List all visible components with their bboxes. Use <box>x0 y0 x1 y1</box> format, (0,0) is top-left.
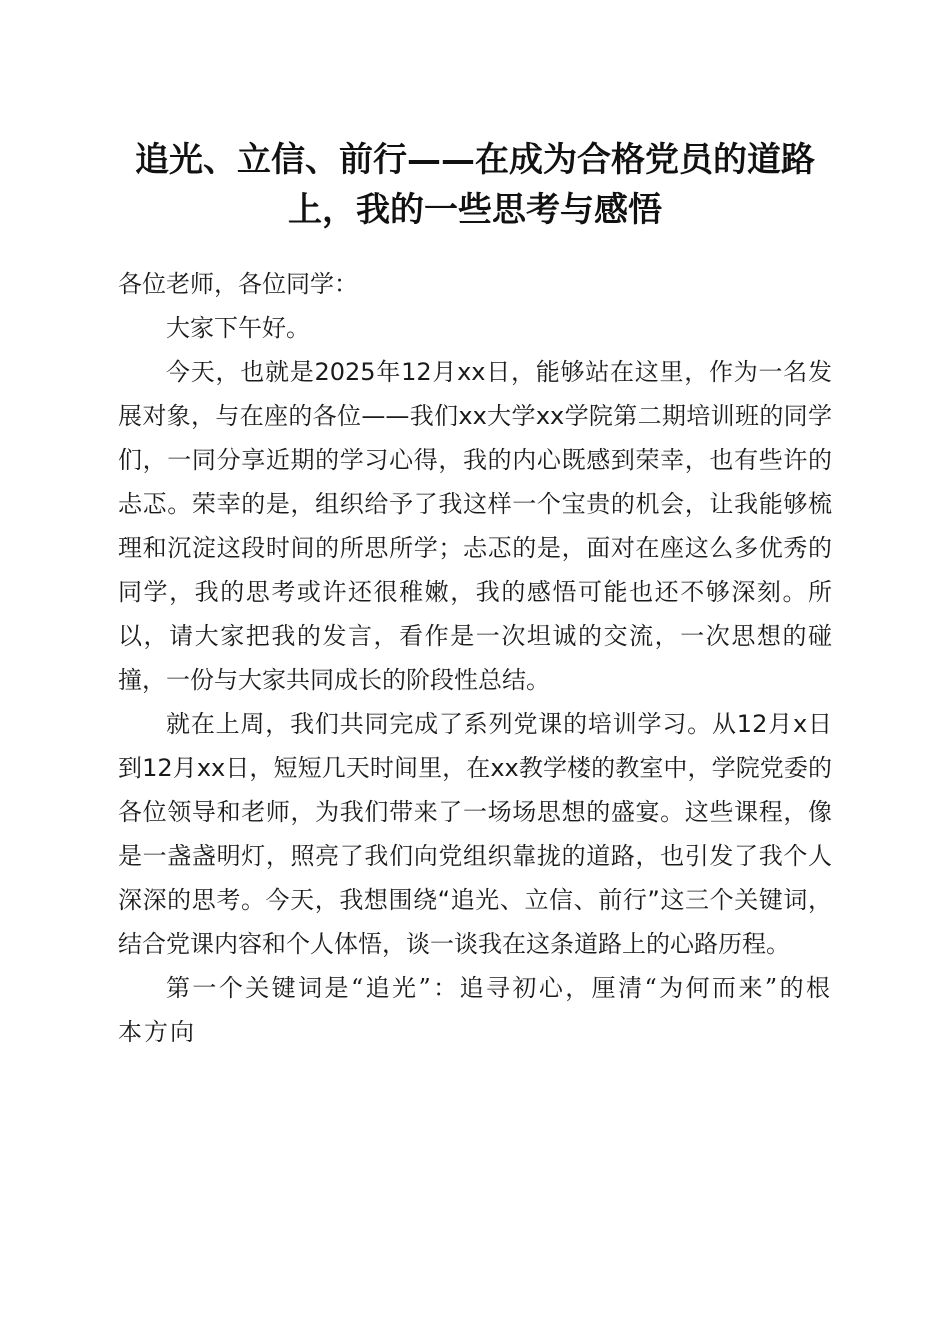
salutation: 各位老师，各位同学： <box>118 270 358 298</box>
paragraph: 今天，也就是2025年12月xx日，能够站在这里，作为一名发展对象，与在座的各位——我们xx大学xx学院第二期培训班的同学们，一同分享近期的学习心得，我的内心既感到荣幸，也有些许的忐忑。荣幸的是，组织给予了我这样一个宝贵的机会，让我能够梳理和沉淀这段时间的所思所学；忐忑的是，面对在座这么多优秀的同学，我的思考或许还很稚嫩，我的感悟可能也还不够深刻。所以，请大家把我的发言，看作是一次坦诚的交流，一次思想的碰撞，一份与大家共同成长的阶段性总结。 <box>118 358 832 694</box>
greeting: 大家下午好。 <box>166 314 310 342</box>
document-body <box>118 262 832 1054</box>
section-heading: 第一个关键词是“追光”：追寻初心，厘清“为何而来”的根本方向 <box>118 974 832 1046</box>
document-title: 追光、立信、前行——在成为合格党员的道路上，我的一些思考与感悟 <box>135 140 815 230</box>
paragraph: 就在上周，我们共同完成了系列党课的培训学习。从12月x日到12月xx日，短短几天时间里，在xx教学楼的教室中，学院党委的各位领导和老师，为我们带来了一场场思想的盛宴。这些课程，像是一盏盏明灯，照亮了我们向党组织靠拢的道路，也引发了我个人深深的思考。今天，我想围绕“追光、立信、前行”这三个关键词，结合党课内容和个人体悟，谈一谈我在这条道路上的心路历程。 <box>118 710 832 958</box>
